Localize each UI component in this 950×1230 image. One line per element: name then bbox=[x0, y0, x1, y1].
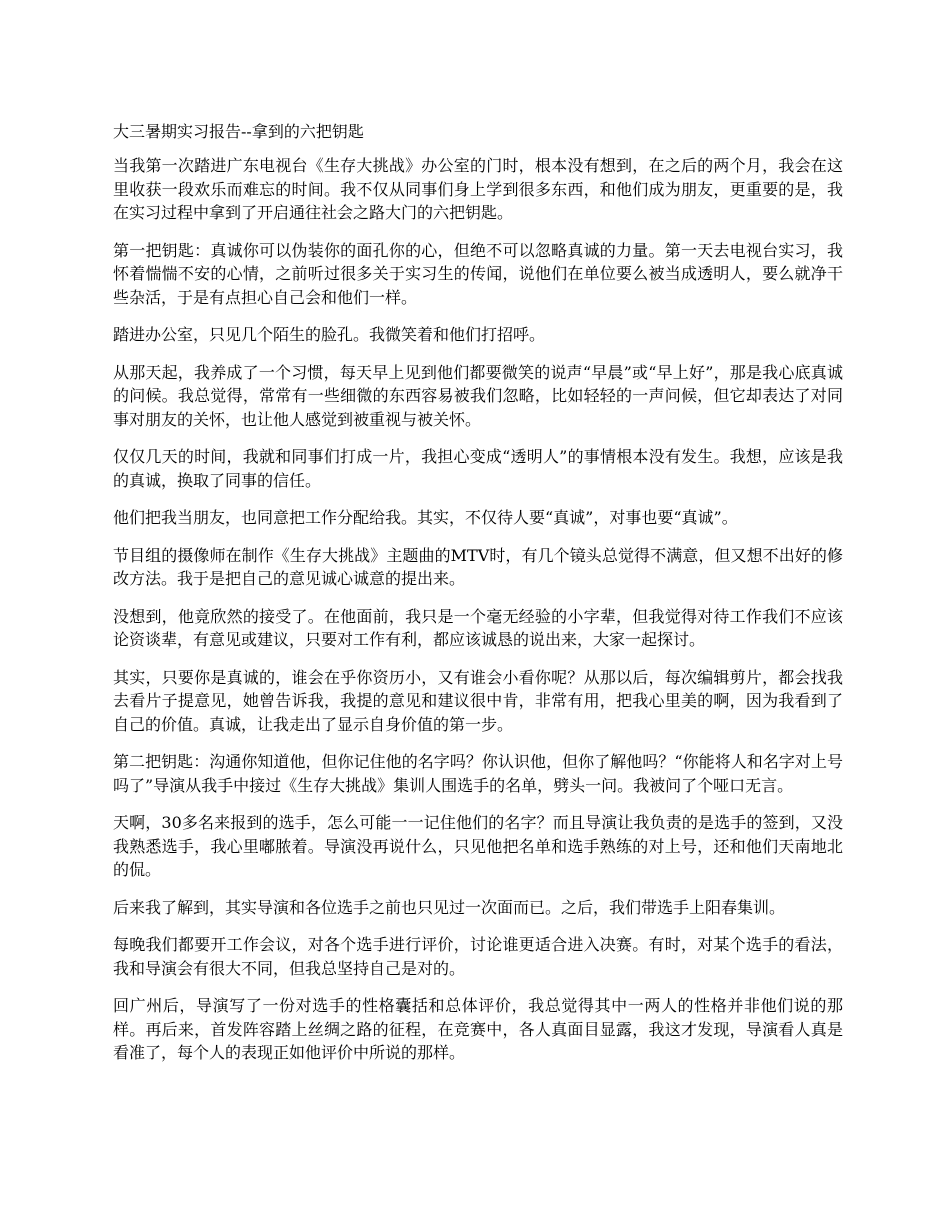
paragraph: 当我第一次踏进广东电视台《生存大挑战》办公室的门时，根本没有想到，在之后的两个月，我会在这里收获一段欢乐而难忘的时间。我不仅从同事们身上学到很多东西，和他们成为朋友，更重要的是，我在实习过程中拿到了开启通往社会之路大门的六把钥匙。 bbox=[113, 156, 843, 222]
paragraph: 第二把钥匙：沟通你知道他，但你记住他的名字吗？你认识他，但你了解他吗？“你能将人和名字对上号吗了”导演从我手中接过《生存大挑战》集训人围选手的名单，劈头一问。我被问了个哑口无言。 bbox=[113, 752, 843, 795]
paragraph: 仅仅几天的时间，我就和同事们打成一片，我担心变成“透明人”的事情根本没有发生。我想，应该是我的真诚，换取了同事的信任。 bbox=[113, 447, 843, 490]
paragraph: 他们把我当朋友，也同意把工作分配给我。其实，不仅待人要“真诚”，对事也要“真诚”。 bbox=[113, 508, 738, 527]
paragraph: 从那天起，我养成了一个习惯，每天早上见到他们都要微笑的说声“早晨”或“早上好”，那是我心底真诚的问候。我总觉得，常常有一些细微的东西容易被我们忽略，比如轻轻的一声问候，但它却表达了对同事对朋友的关怀，也让他人感觉到被重视与被关怀。 bbox=[113, 362, 843, 429]
paragraph: 后来我了解到，其实导演和各位选手之前也只见过一次面而已。之后，我们带选手上阳春集训。 bbox=[113, 897, 786, 917]
paragraph: 每晚我们都要开工作会议，对各个选手进行评价，讨论谁更适合进入决赛。有时，对某个选手的看法，我和导演会有很大不同，但我总坚持自己是对的。 bbox=[113, 935, 843, 978]
document-title: 大三暑期实习报告--拿到的六把钥匙 bbox=[113, 122, 364, 141]
paragraph: 没想到，他竟欣然的接受了。在他面前，我只是一个毫无经验的小字辈，但我觉得对待工作我们不应该论资谈辈，有意见或建议，只要对工作有利，都应该诚恳的说出来，大家一起探讨。 bbox=[113, 606, 843, 649]
paragraph: 节目组的摄像师在制作《生存大挑战》主题曲的MTV时，有几个镜头总觉得不满意，但又想不出好的修改方法。我于是把自己的意见诚心诚意的提出来。 bbox=[113, 545, 843, 588]
paragraph: 踏进办公室，只见几个陌生的脸孔。我微笑着和他们打招呼。 bbox=[113, 325, 546, 344]
paragraph: 回广州后，导演写了一份对选手的性格囊括和总体评价，我总觉得其中一两人的性格并非他们说的那样。再后来，首发阵容踏上丝绸之路的征程，在竞赛中，各人真面目显露，我这才发现，导演看人真是看准了，每个人的表现正如他评价中所说的那样。 bbox=[113, 996, 843, 1062]
document-page bbox=[113, 120, 843, 1079]
paragraph: 其实，只要你是真诚的，谁会在乎你资历小，又有谁会小看你呢？从那以后，每次编辑剪片，都会找我去看片子提意见，她曾告诉我，我提的意见和建议很中肯，非常有用，把我心里美的啊，因为我看到了自己的价值。真诚，让我走出了显示自身价值的第一步。 bbox=[113, 667, 843, 734]
paragraph: 第一把钥匙：真诚你可以伪装你的面孔你的心，但绝不可以忽略真诚的力量。第一天去电视台实习，我怀着惴惴不安的心情，之前听过很多关于实习生的传闻，说他们在单位要么被当成透明人，要么就净干些杂活，于是有点担心自己会和他们一样。 bbox=[113, 240, 843, 307]
paragraph: 天啊，30多名来报到的选手，怎么可能一一记住他们的名字？而且导演让我负责的是选手的签到，又没我熟悉选手，我心里嘟脓着。导演没再说什么，只见他把名单和选手熟练的对上号，还和他们天南地北的侃。 bbox=[113, 813, 843, 879]
